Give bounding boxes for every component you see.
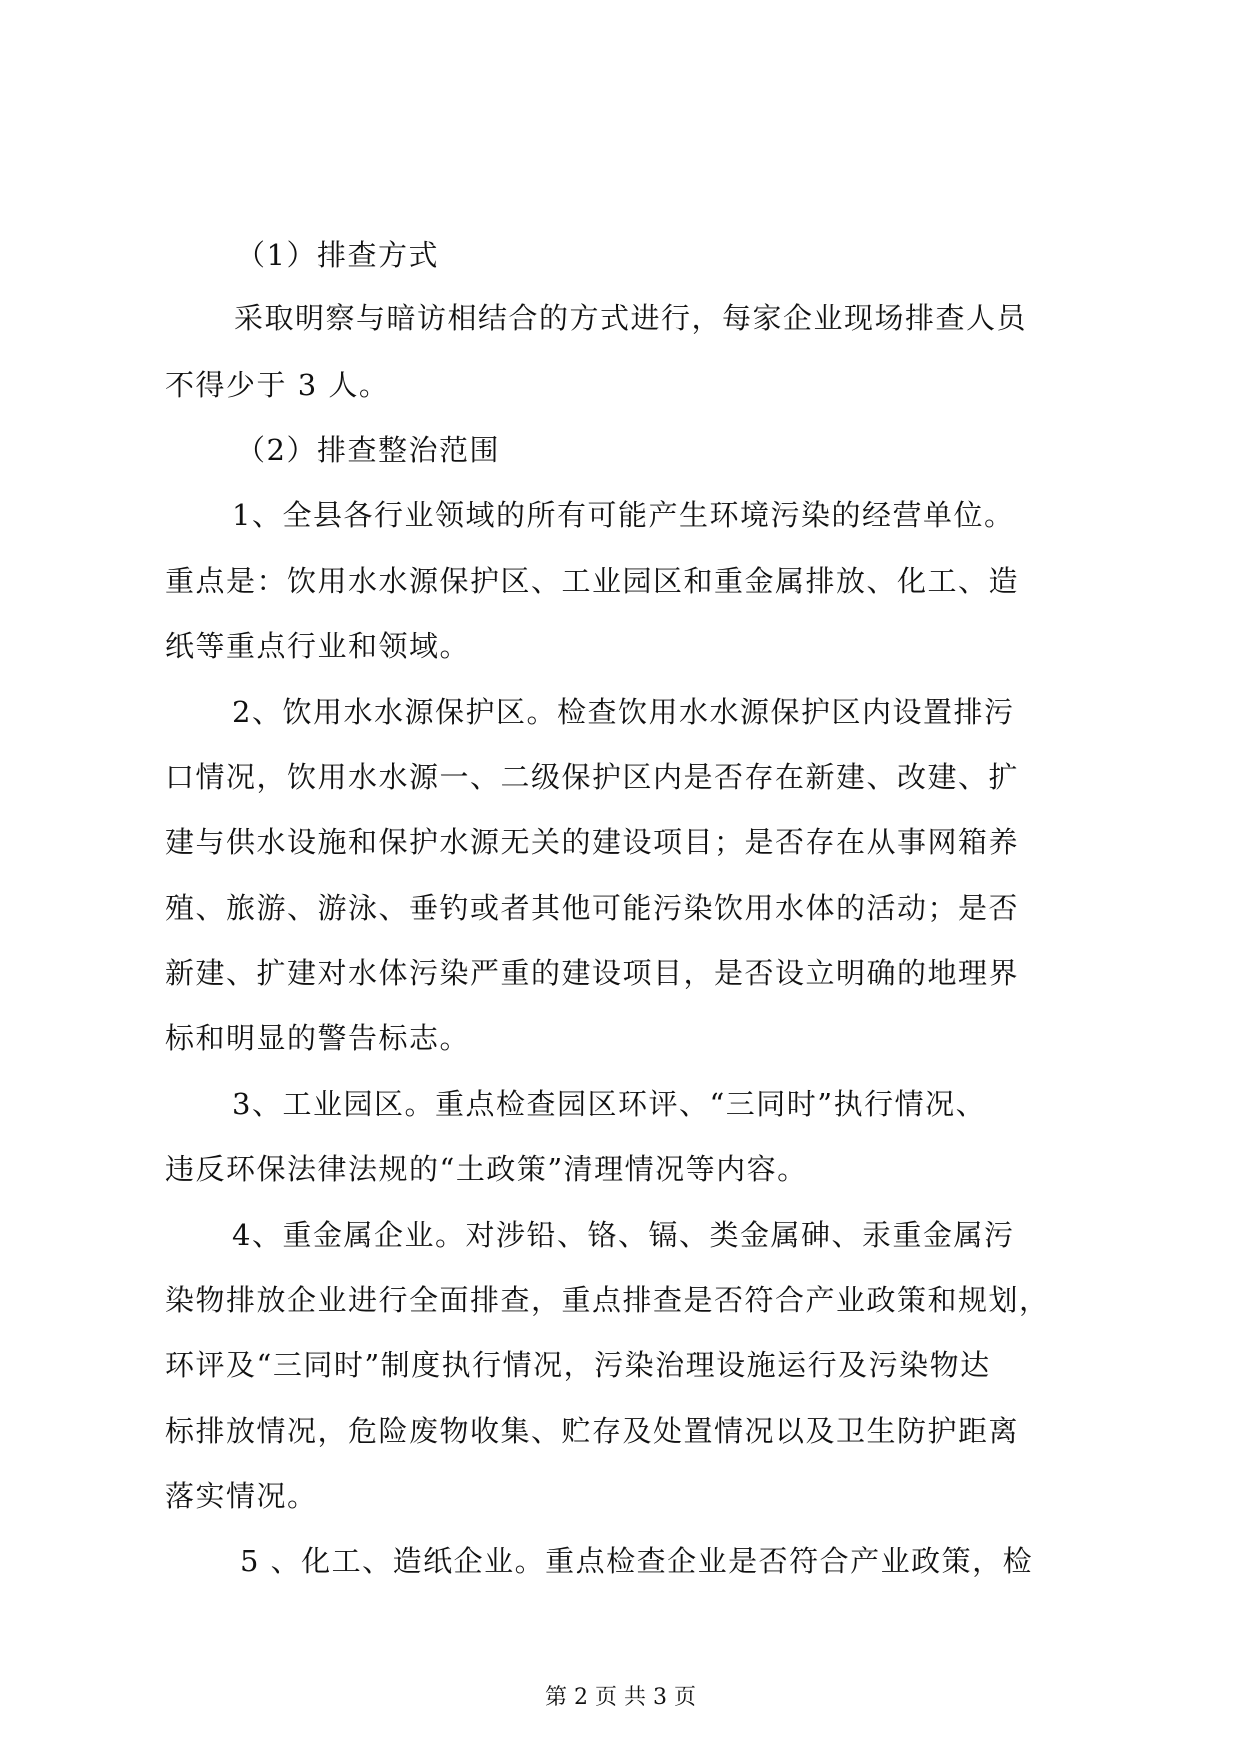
paragraph-line: 落实情况。 — [165, 1479, 318, 1513]
paragraph-line: 不得少于 3 人。 — [165, 368, 390, 402]
paragraph-line: 口情况，饮用水水源一、二级保护区内是否存在新建、改建、扩 — [165, 760, 1020, 794]
paragraph-line: 1、全县各行业领域的所有可能产生环境污染的经营单位。 — [232, 498, 1015, 532]
paragraph-line: 殖、旅游、游泳、垂钓或者其他可能污染饮用水体的活动；是否 — [165, 891, 1020, 925]
paragraph-line: 新建、扩建对水体污染严重的建设项目，是否设立明确的地理界 — [165, 956, 1020, 990]
paragraph-line: 标和明显的警告标志。 — [165, 1021, 471, 1055]
paragraph-line: 3、工业园区。重点检查园区环评、“三同时”执行情况、 — [232, 1087, 987, 1121]
section-heading-inspection-scope: （2）排查整治范围 — [236, 433, 500, 467]
paragraph-line: 标排放情况，危险废物收集、贮存及处置情况以及卫生防护距离 — [165, 1414, 1020, 1448]
paragraph-line: 环评及“三同时”制度执行情况，污染治理设施运行及污染物达 — [165, 1348, 991, 1382]
paragraph-line: 采取明察与暗访相结合的方式进行，每家企业现场排查人员 — [234, 301, 1028, 335]
paragraph-line: 4、重金属企业。对涉铅、铬、镉、类金属砷、汞重金属污 — [232, 1218, 1015, 1252]
page-footer: 第 2 页 共 3 页 — [545, 1685, 696, 1710]
paragraph-line: 重点是：饮用水水源保护区、工业园区和重金属排放、化工、造 — [165, 564, 1020, 598]
paragraph-line: 违反环保法律法规的“土政策”清理情况等内容。 — [165, 1152, 808, 1186]
paragraph-line: 2、饮用水水源保护区。检查饮用水水源保护区内设置排污 — [232, 695, 1015, 729]
paragraph-line: 染物排放企业进行全面排查，重点排查是否符合产业政策和规划， — [165, 1283, 1050, 1317]
paragraph-line: 建与供水设施和保护水源无关的建设项目；是否存在从事网箱养 — [165, 825, 1020, 859]
paragraph-line: 5 、化工、造纸企业。重点检查企业是否符合产业政策，检 — [240, 1544, 1034, 1578]
paragraph-line: 纸等重点行业和领域。 — [165, 629, 471, 663]
section-heading-inspection-method: （1）排查方式 — [236, 238, 439, 272]
